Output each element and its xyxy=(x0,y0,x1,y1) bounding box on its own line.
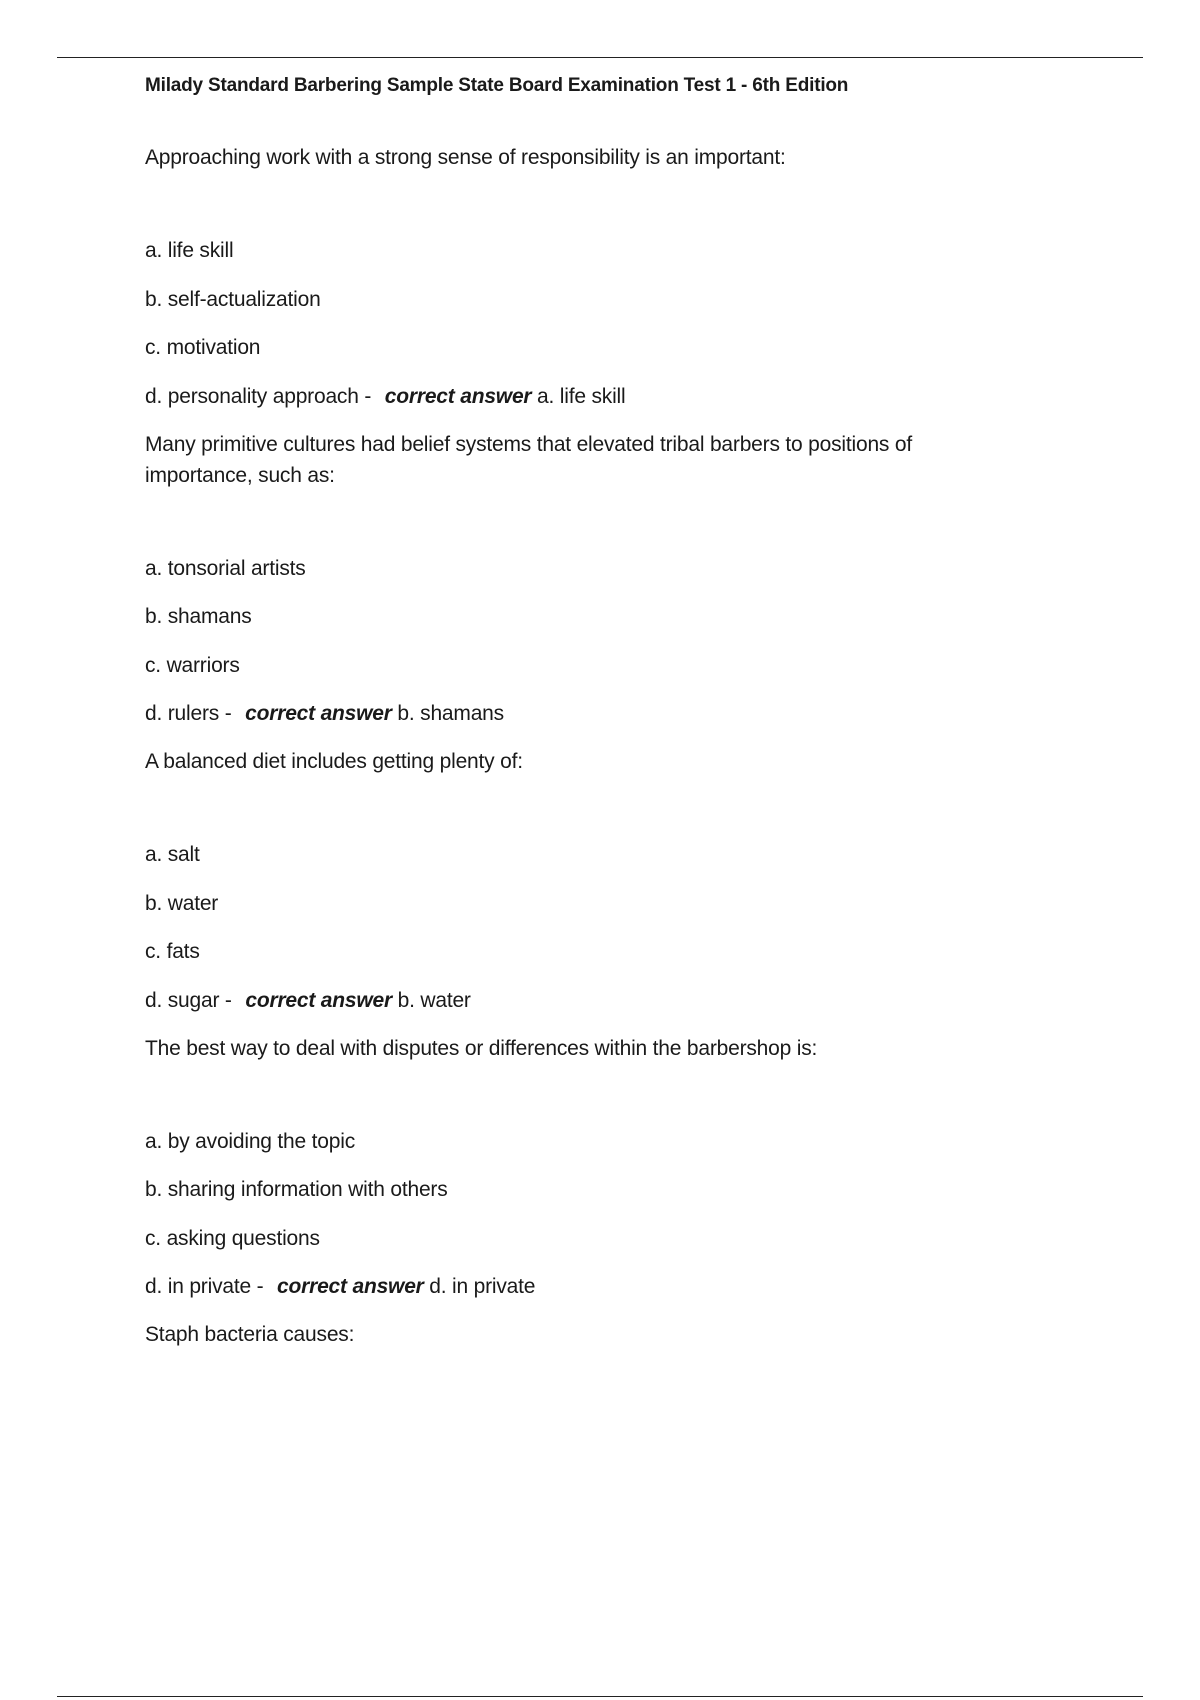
top-rule xyxy=(57,57,1143,58)
option-c: c. fats xyxy=(145,940,200,963)
option-a: a. tonsorial artists xyxy=(145,556,306,580)
option-b: b. sharing information with others xyxy=(145,1178,448,1201)
option-a: a. by avoiding the topic xyxy=(145,1129,356,1153)
correct-answer-label: correct answer xyxy=(384,384,532,408)
question-text: Approaching work with a strong sense of responsibility is an important: xyxy=(145,146,786,169)
correct-answer-value: b. water xyxy=(397,988,471,1012)
question-text: The best way to deal with disputes or differences within the barbershop is: xyxy=(145,1036,818,1060)
document-body xyxy=(145,72,1025,1413)
correct-answer-label: correct answer xyxy=(245,702,392,725)
option-b: b. shamans xyxy=(145,605,252,628)
option-b: b. self-actualization xyxy=(145,287,321,311)
correct-answer-label: correct answer xyxy=(277,1275,424,1298)
option-d: d. sugar - xyxy=(145,988,232,1012)
option-a: a. salt xyxy=(145,843,200,866)
correct-answer-value: a. life skill xyxy=(537,384,626,408)
option-c: c. warriors xyxy=(145,653,240,677)
option-d: d. personality approach - xyxy=(145,384,372,408)
bottom-rule xyxy=(57,1696,1143,1697)
option-c: c. asking questions xyxy=(145,1226,320,1250)
option-d: d. in private - xyxy=(145,1275,264,1298)
question-text: Staph bacteria causes: xyxy=(145,1323,355,1346)
option-a: a. life skill xyxy=(145,239,234,262)
option-c: c. motivation xyxy=(145,336,261,359)
correct-answer-value: d. in private xyxy=(429,1275,536,1298)
option-b: b. water xyxy=(145,891,219,915)
document-title: Milady Standard Barbering Sample State Board Examination Test 1 - 6th Edition xyxy=(145,75,849,96)
correct-answer-value: b. shamans xyxy=(397,702,504,725)
question-4 xyxy=(145,1033,1025,1320)
question-2 xyxy=(145,429,1025,747)
correct-answer-label: correct answer xyxy=(245,988,392,1012)
option-d: d. rulers - xyxy=(145,702,232,725)
option-d-with-answer xyxy=(145,986,1025,1033)
option-d-with-answer xyxy=(145,699,1025,746)
question-text: Many primitive cultures had belief systems that elevated tribal barbers to positions of importance, such as: xyxy=(145,432,912,487)
option-d-with-answer xyxy=(145,1272,1025,1319)
question-3 xyxy=(145,746,1025,1033)
question-1 xyxy=(145,142,1025,429)
option-d-with-answer xyxy=(145,382,1025,429)
question-text: A balanced diet includes getting plenty of: xyxy=(145,750,523,773)
question-5 xyxy=(145,1319,1025,1350)
